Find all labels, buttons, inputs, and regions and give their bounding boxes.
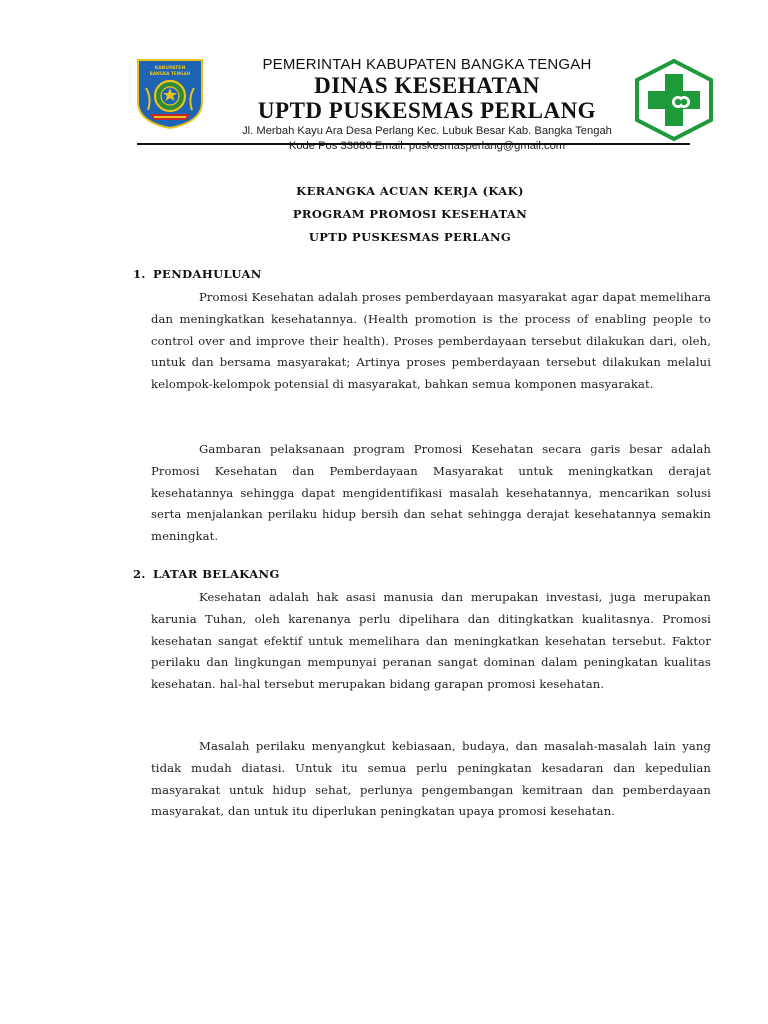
program-title: PROGRAM PROMOSI KESEHATAN <box>292 207 528 221</box>
svg-text:KABUPATEN: KABUPATEN <box>154 66 186 71</box>
section-number: 2. <box>133 567 146 581</box>
contact-line: Kode Pos 33686 Email: puskesmasperlang@gmail.com <box>288 140 566 152</box>
paragraph: Kesehatan adalah hak asasi manusia dan merupakan investasi, juga merupakan karunia Tuhan, oleh karenanya perlu dipelihara dan ditingkatkan kualitasnya. Promosi kesehatan sangat efektif untuk memelihara dan meningkatkan kesehatan tersebut. Faktor perilaku dan lingkungan mempunyai peranan sangat dominan dalam peningkatan kualitas kesehatan. hal-hal tersebut merupakan bidang garapan promosi kesehatan. <box>151 590 711 692</box>
unit-name: UPTD PUSKESMAS PERLANG <box>257 98 597 123</box>
puskesmas-green-cross-icon <box>632 58 716 142</box>
section-title: PENDAHULUAN <box>153 267 262 281</box>
government-name: PEMERINTAH KABUPATEN BANGKA TENGAH <box>262 56 592 73</box>
svg-text:BANGKA TENGAH: BANGKA TENGAH <box>149 71 191 76</box>
paragraph: Gambaran pelaksanaan program Promosi Kesehatan secara garis besar adalah Promosi Kesehatan dan Pemberdayaan Masyarakat untuk meningkatkan derajat kesehatannya sehingga dapat mengidentifikasi masalah kesehatannya, mencarikan solusi serta menjalankan perilaku hidup bersih dan sehat sehingga derajat kesehatannya semakin meningkat. <box>151 442 711 544</box>
section-number: 1. <box>133 267 146 281</box>
section-title: LATAR BELAKANG <box>153 567 280 581</box>
paragraph: Masalah perilaku menyangkut kebiasaan, budaya, dan masalah-masalah lain yang tidak mudah diatasi. Untuk itu semua perlu peningkatan kesadaran dan kepedulian masyarakat untuk hidup sehat, perlunya pengembangan kemitraan dan pemberdayaan masyarakat, dan untuk itu diperlukan peningkatan upaya promosi kesehatan. <box>151 739 711 819</box>
office-name: DINAS KESEHATAN <box>314 73 540 98</box>
letterhead <box>0 48 768 152</box>
letterhead-divider <box>137 143 690 145</box>
section-heading-latar-belakang <box>133 567 280 581</box>
letterhead-text <box>210 56 644 153</box>
kabupaten-bangka-tengah-crest-icon <box>136 58 204 130</box>
paragraph: Promosi Kesehatan adalah proses pemberdayaan masyarakat agar dapat memelihara dan meningkatkan kesehatannya. (Health promotion is the process of enabling people to control over and improve their health). Proses pemberdayaan tersebut dilakukan dari, oleh, untuk dan bersama masyarakat; Artinya proses pemberdayaan tersebut dilakukan melalui kelompok-kelompok potensial di masyarakat, bahkan semua komponen masyarakat. <box>151 290 711 392</box>
address-line: Jl. Merbah Kayu Ara Desa Perlang Kec. Lubuk Besar Kab. Bangka Tengah <box>242 125 612 137</box>
unit-title: UPTD PUSKESMAS PERLANG <box>308 230 512 244</box>
document-title-block <box>0 180 768 249</box>
section-heading-pendahuluan <box>133 267 262 281</box>
document-title: KERANGKA ACUAN KERJA (KAK) <box>296 184 524 198</box>
